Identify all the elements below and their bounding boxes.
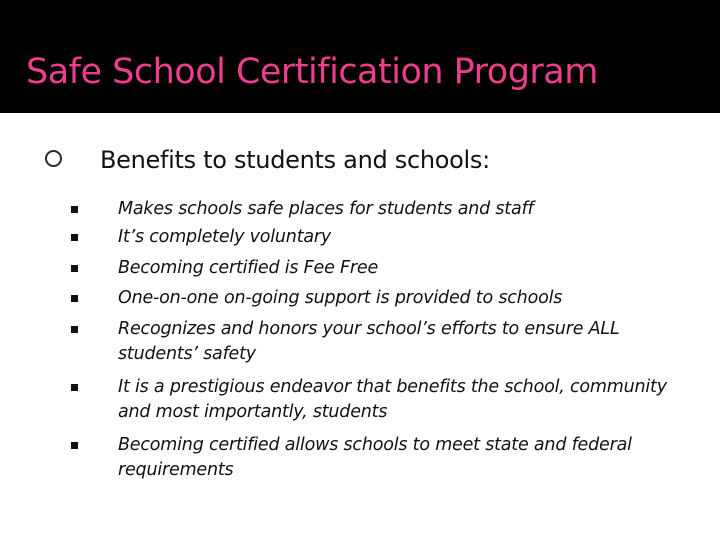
square-bullet-icon xyxy=(71,234,78,241)
list-item-text xyxy=(118,431,688,485)
list-item-line: Becoming certified allows schools to meet state and federal xyxy=(118,435,632,455)
list-item-line: students’ safety xyxy=(118,344,256,364)
list-item-line: One-on-one on-going support is provided to schools xyxy=(118,288,563,308)
list-item-text xyxy=(118,254,688,283)
square-bullet-icon xyxy=(71,326,78,333)
square-bullet-icon xyxy=(71,206,78,213)
list-item-text xyxy=(118,315,688,369)
list-item-text xyxy=(118,195,688,224)
list-item-line: Makes schools safe places for students and staff xyxy=(118,199,534,219)
list-item-text xyxy=(118,373,688,427)
list-item-line: It is a prestigious endeavor that benefits the school, community xyxy=(118,377,667,397)
square-bullet-icon xyxy=(71,265,78,272)
square-bullet-icon xyxy=(71,384,78,391)
list-item-line: Recognizes and honors your school’s efforts to ensure ALL xyxy=(118,319,620,339)
list-item-line: Becoming certified is Fee Free xyxy=(118,258,379,278)
list-item-line: It’s completely voluntary xyxy=(118,227,332,247)
slide-title: Safe School Certification Program xyxy=(26,52,598,92)
square-bullet-icon xyxy=(71,295,78,302)
list-item-text xyxy=(118,284,688,313)
list-item-text xyxy=(118,223,688,252)
square-bullet-icon xyxy=(71,442,78,449)
section-heading: Benefits to students and schools: xyxy=(100,146,490,174)
list-item-line: and most importantly, students xyxy=(118,402,388,422)
list-item-line: requirements xyxy=(118,460,234,480)
